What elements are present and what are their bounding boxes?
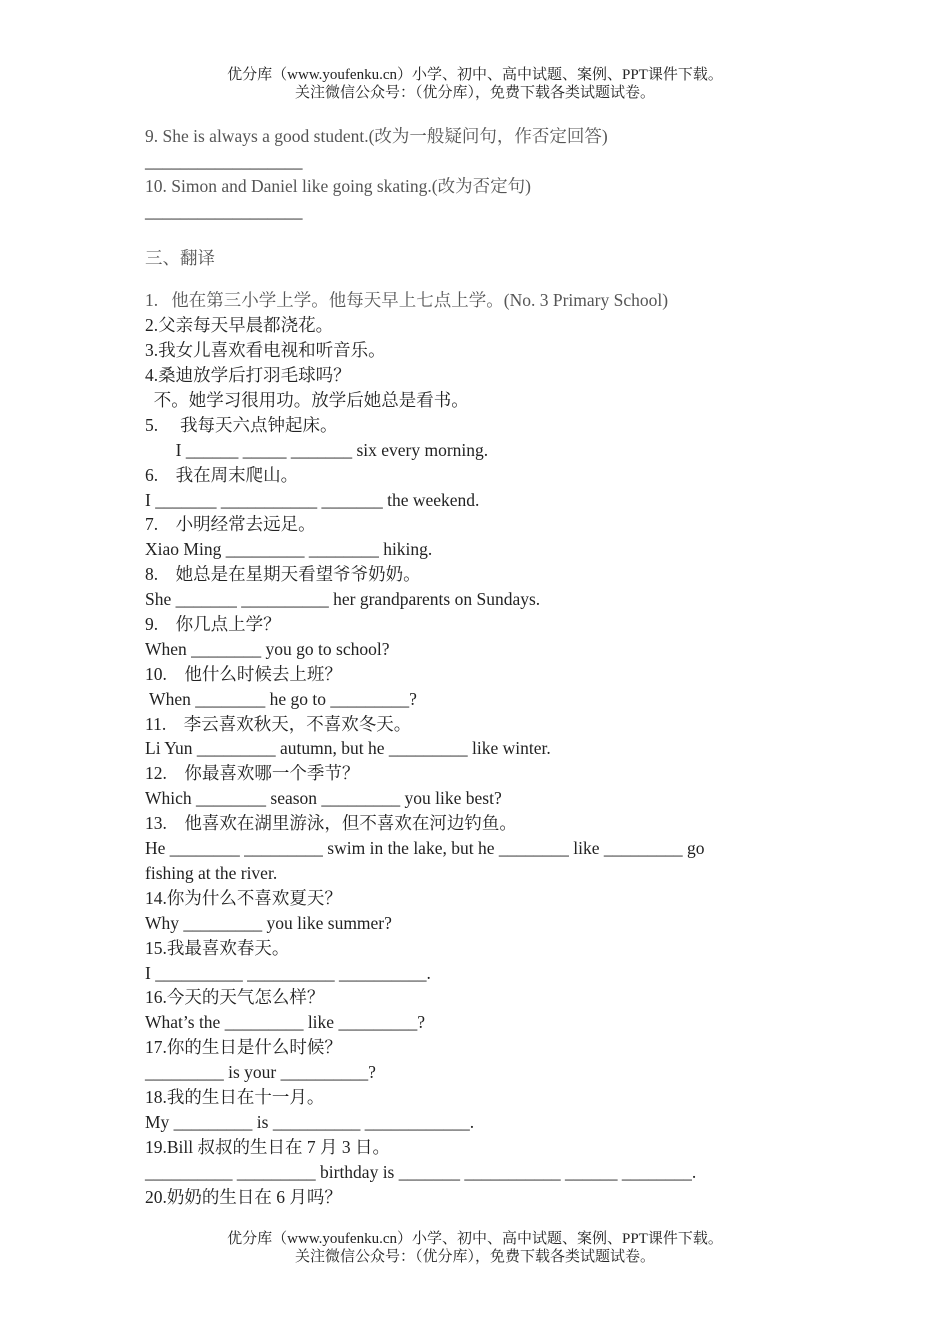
header-line-1: 优分库（www.youfenku.cn）小学、初中、高中试题、案例、PPT课件下载。 [227,67,723,83]
footer-line-2: 关注微信公众号：（优分库），免费下载各类试题试卷。 [294,1249,655,1265]
header-line-2: 关注微信公众号：（优分库），免费下载各类试题试卷。 [294,85,655,101]
translation-line: _________ is your __________? [145,1062,376,1083]
translation-line: 11. 李云喜欢秋天，不喜欢冬天。 [145,713,412,734]
translation-list [145,288,785,1209]
page-footer [0,1230,950,1266]
translation-line: 12. 你最喜欢哪一个季节？ [145,763,360,784]
translation-line: 7. 小明经常去远足。 [145,514,316,535]
translation-line: 8. 她总是在星期天看望爷爷奶奶。 [145,564,421,585]
translation-line: fishing at the river. [145,862,278,883]
footer-line-1: 优分库（www.youfenku.cn）小学、初中、高中试题、案例、PPT课件下载。 [227,1231,723,1247]
page-header [0,66,950,102]
translation-line: I __________ __________ __________. [145,962,431,983]
translation-line: What’s the _________ like _________? [145,1012,425,1033]
rewrite-question-9: 9. She is always a good student.(改为一般疑问句，作否定回答) [145,126,608,146]
translation-line: 20.奶奶的生日在 6 月吗？ [145,1186,342,1207]
document-body [145,124,785,1209]
translation-line: 1. 他在第三小学上学。他每天早上七点上学。(No. 3 Primary School) [145,290,669,311]
translation-line: 2.父亲每天早晨都浇花。 [145,315,334,336]
rewrite-answer-blank-10: __________________ [145,200,303,221]
translation-line: 16.今天的天气怎么样？ [145,987,325,1008]
rewrite-question-10: 10. Simon and Daniel like going skating.(改为否定句) [145,175,531,196]
translation-line: 9. 你几点上学？ [145,614,281,635]
translation-line: Why _________ you like summer? [145,912,392,933]
translation-line: 4.桑迪放学后打羽毛球吗？ [145,365,351,386]
translation-line: Which ________ season _________ you like best? [145,788,502,809]
spacer [145,224,785,246]
translation-line: He ________ _________ swim in the lake, but he ________ like _________ go [145,838,705,859]
translation-line: When ________ you go to school? [145,638,390,659]
translation-line: 15.我最喜欢春天。 [145,937,290,958]
translation-line: My _________ is __________ ____________. [145,1111,475,1132]
translation-line: 19.Bill 叔叔的生日在 7 月 3 日。 [145,1136,391,1157]
translation-line: She _______ __________ her grandparents on Sundays. [145,589,541,610]
translation-line: I ______ _____ _______ six every morning. [145,439,489,460]
translation-line: 17.你的生日是什么时候？ [145,1037,342,1058]
rewrite-answer-blank-9: __________________ [145,150,303,171]
translation-line: 18.我的生日在十一月。 [145,1086,325,1107]
translation-line: 13. 他喜欢在湖里游泳，但不喜欢在河边钓鱼。 [145,813,517,834]
spacer [145,270,785,288]
translation-line: Xiao Ming _________ ________ hiking. [145,539,433,560]
translation-line: __________ _________ birthday is _______ ___________ ______ ________. [145,1161,697,1182]
translation-line: When ________ he go to _________? [145,688,417,709]
translation-line: 不。她学习很用功。放学后她总是看书。 [145,390,469,411]
translation-line: 6. 我在周末爬山。 [145,464,299,485]
translation-line: I _______ ___________ _______ the weekend. [145,489,480,510]
translation-line: Li Yun _________ autumn, but he _________ like winter. [145,738,551,759]
section-title-translation: 三、翻译 [145,247,215,268]
translation-line: 3.我女儿喜欢看电视和听音乐。 [145,340,386,361]
translation-line: 5. 我每天六点钟起床。 [145,414,338,435]
translation-line: 10. 他什么时候去上班？ [145,663,342,684]
translation-line: 14.你为什么不喜欢夏天？ [145,887,342,908]
